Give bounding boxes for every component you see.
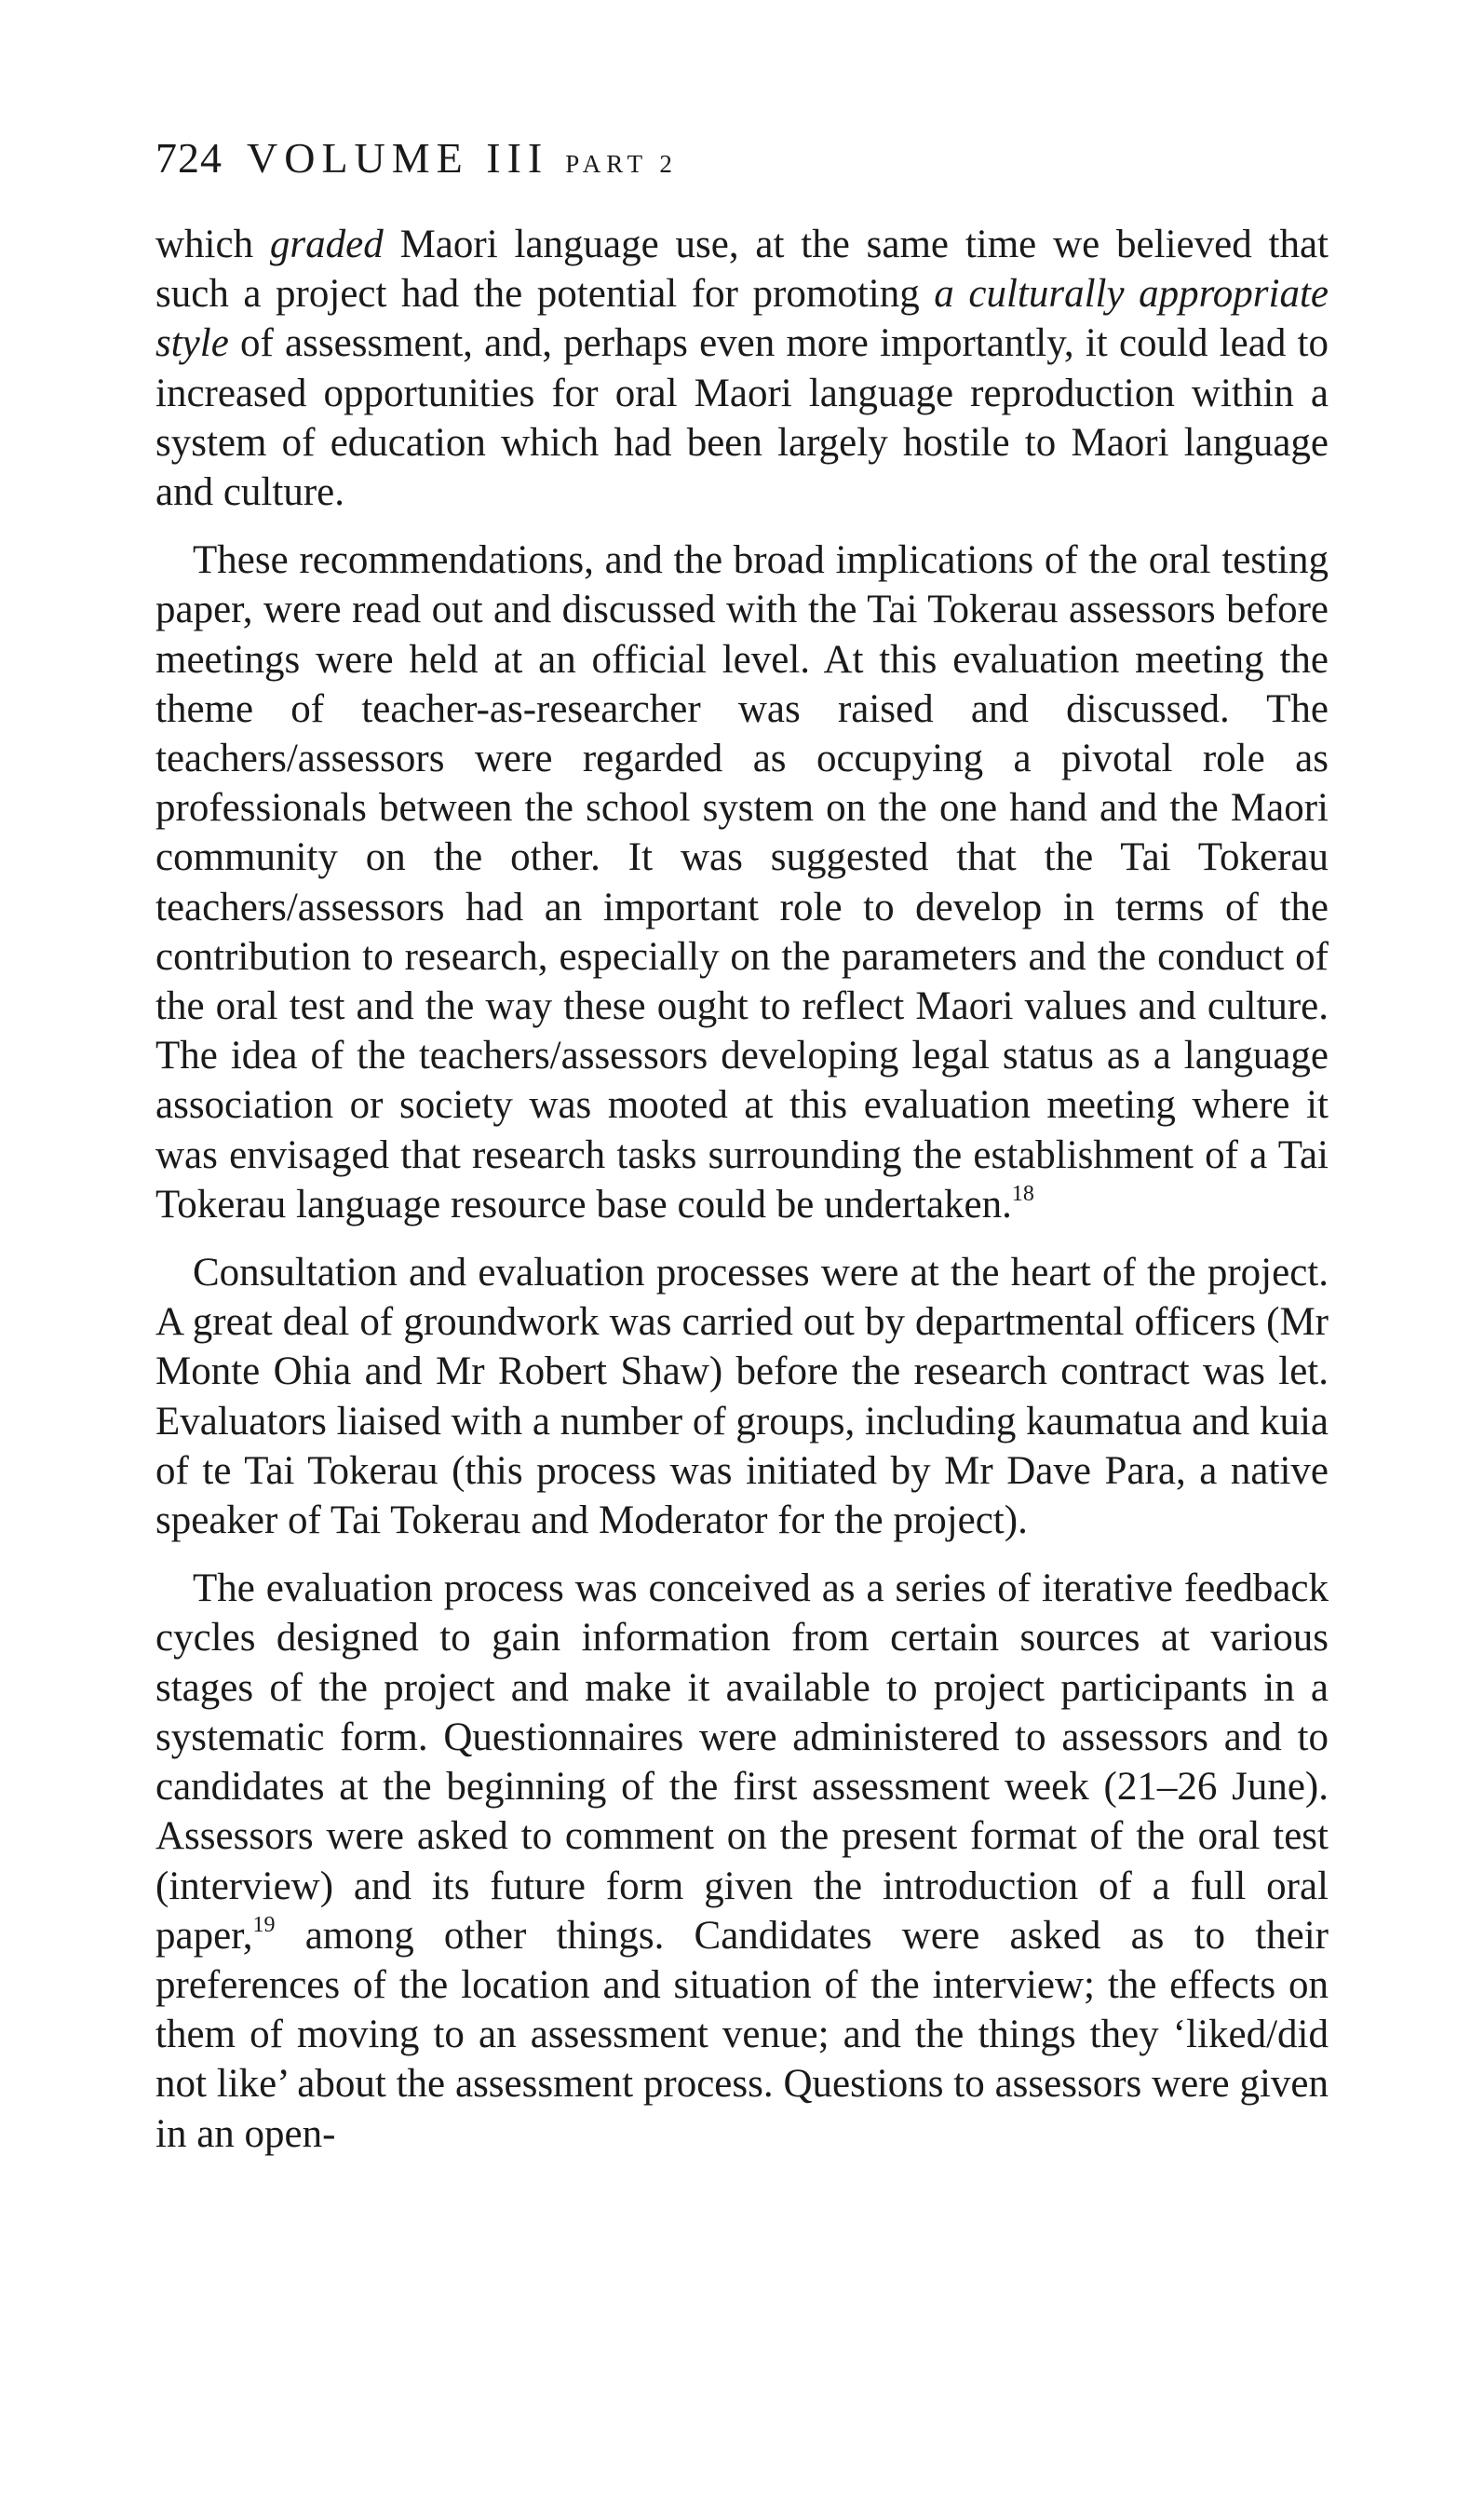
volume-label: VOLUME III <box>247 134 549 182</box>
body-text <box>155 220 1329 2159</box>
paragraph-4-text-b: among other things. Candidates were asked as to their preferences of the location and situation of the interview; the effects on them of moving to an assessment venue; and the things they ‘liked/did not like’ about the assessment process. Questions to assessors were given in an open- <box>155 1913 1329 2156</box>
paragraph-2 <box>155 535 1329 1229</box>
page-number: 724 <box>155 134 223 182</box>
paragraph-1 <box>155 220 1329 517</box>
footnote-marker-19: 19 <box>252 1912 276 1937</box>
running-head <box>155 130 1329 192</box>
part-label: PART 2 <box>565 150 678 178</box>
paragraph-1-text-c: of assessment, and, perhaps even more importantly, it could lead to increased opportunities for oral Maori language reproduction within a system of education which had been largely hostile to Maori language and culture. <box>155 321 1329 515</box>
paragraph-1-text-a: which <box>155 223 270 266</box>
paragraph-4-text-a: The evaluation process was conceived as a series of iterative feedback cycles designed to gain information from certain sources at various stages of the project and make it available to project participants in a systematic form. Questionnaires were administered to assessors and to candidates at the beginning of the first assessment week (21–26 June). Assessors were asked to comment on the present format of the oral test (interview) and its future form given the introduction of a full oral paper, <box>155 1566 1329 1958</box>
paragraph-3 <box>155 1248 1329 1545</box>
paragraph-1-text-b: Maori language use, at the same time we believed that such a project had the potential for promoting <box>155 223 1329 317</box>
paragraph-3-text: Consultation and evaluation processes were at the heart of the project. A great deal of groundwork was carried out by departmental officers (Mr Monte Ohia and Mr Robert Shaw) before the research contract was let. Evaluators liaised with a number of groups, including kaumatua and kuia of te Tai Tokerau (this process was initiated by Mr Dave Para, a native speaker of Tai Tokerau and Moderator for the project). <box>155 1251 1329 1543</box>
paragraph-1-emphasis-style: a culturally appropriate style <box>155 272 1329 366</box>
paragraph-4 <box>155 1564 1329 2158</box>
footnote-marker-18: 18 <box>1011 1181 1034 1206</box>
book-page <box>155 130 1329 2177</box>
paragraph-2-text: These recommendations, and the broad implications of the oral testing paper, were read out and discussed with the Tai Tokerau assessors before meetings were held at an official level. At this evaluation meeting the theme of teacher-as-researcher was raised and discussed. The teachers/assessors were regarded as occupying a pivotal role as professionals between the school system on the one hand and the Maori community on the other. It was suggested that the Tai Tokerau teachers/assessors had an important role to develop in terms of the contribution to research, especially on the parameters and the conduct of the oral test and the way these ought to reflect Maori values and culture. The idea of the teachers/assessors developing legal status as a language association or society was mooted at this evaluation meeting where it was envisaged that research tasks surrounding the establishment of a Tai Tokerau language resource base could be undertaken. <box>155 538 1329 1227</box>
paragraph-1-emphasis-graded: graded <box>269 223 384 266</box>
